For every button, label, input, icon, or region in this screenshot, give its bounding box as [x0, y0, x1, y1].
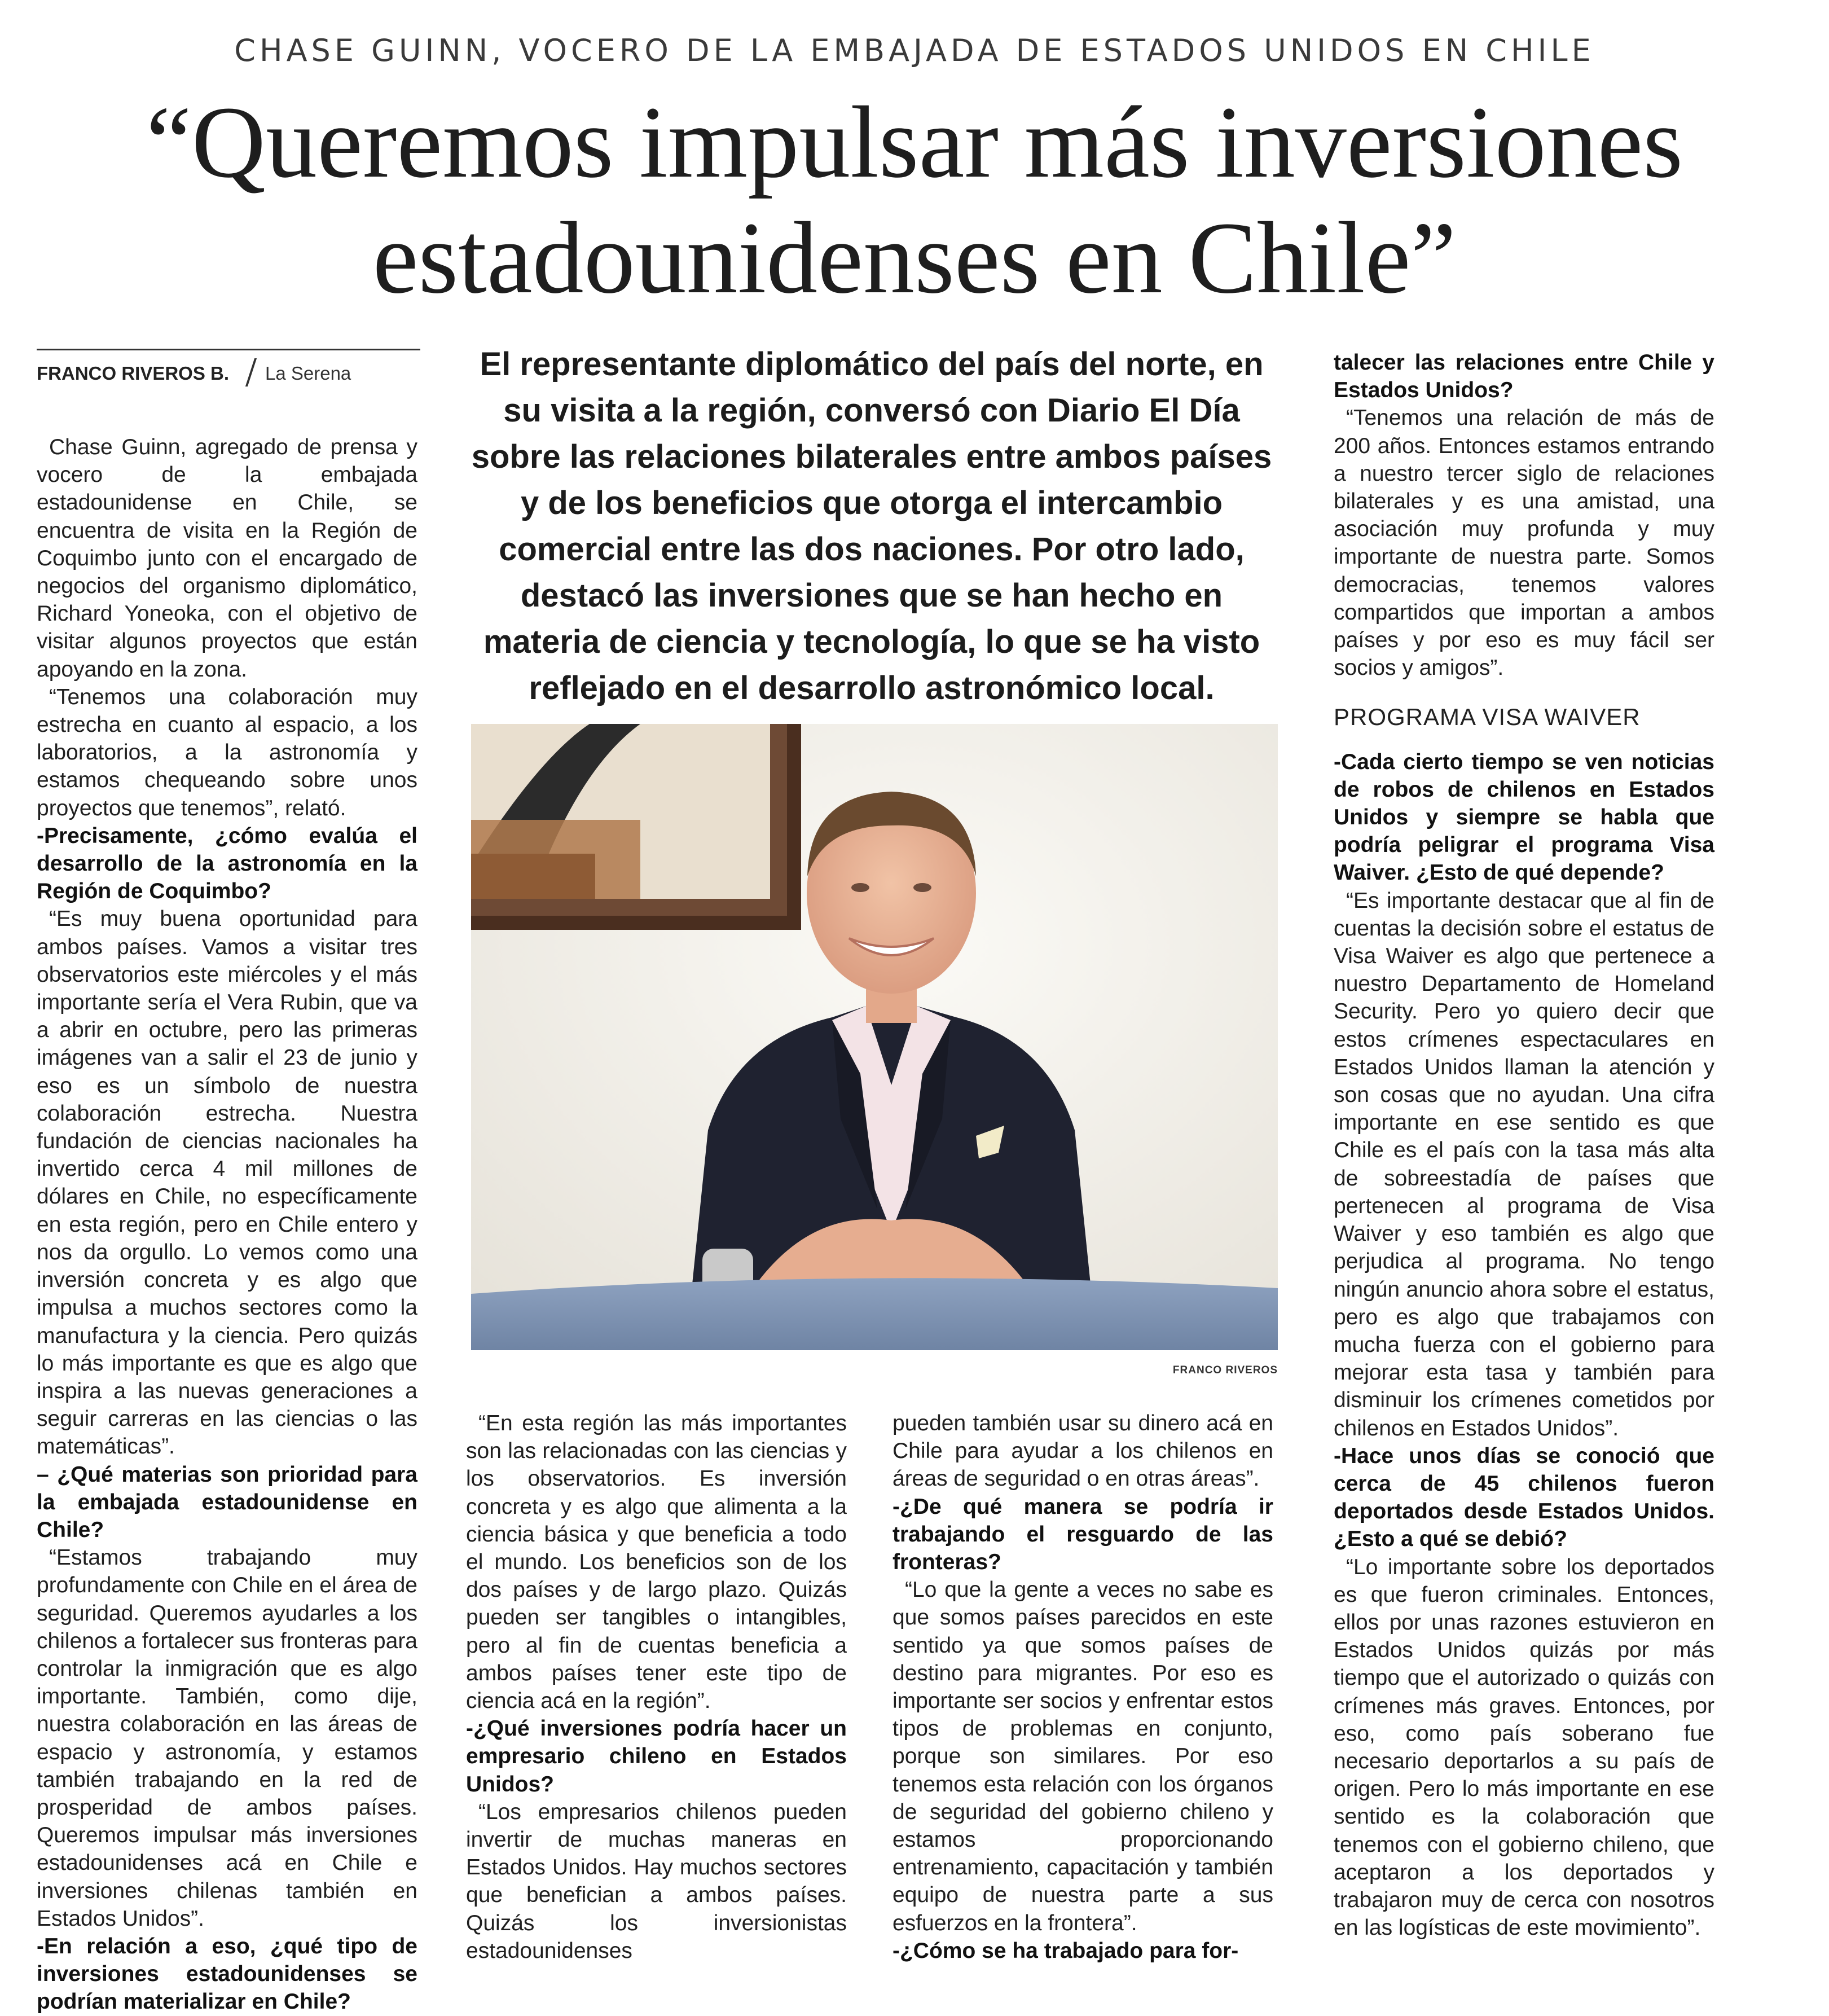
- answer-chilean-investor: “Los empresarios chilenos pueden invertir de muchas maneras en Estados Unidos. Hay muchos sectores que benefician a ambos países. Quizás los inversionistas estadounidenses: [466, 1799, 847, 1963]
- portrait-illustration: [471, 724, 1278, 1350]
- headline-line-2: estadounidenses en Chile”: [372, 201, 1457, 315]
- answer-continued: pueden también usar su dinero acá en Chile para ayudar a los chilenos en áreas de seguridad o en otras áreas”.: [892, 1411, 1273, 1491]
- column-3: [892, 1409, 1273, 1965]
- answer-visa-waiver: “Es importante destacar que al fin de cuentas la decisión sobre el estatus de Visa Waiver es algo que pertenece a nuestro Departamento de Homeland Security. Pero yo quiero decir que estos crímenes espectaculares en Estados Unidos llaman la atención y son cosas que no ayudan. Una cifra importante en ese sentido es que Chile es el país con la tasa más alta de sobreestadía de países que pertenecen al programa de Visa Waiver y eso también es algo que perjudica al programa. No tengo ningún anuncio ahora sobre el estatus, pero es algo que trabajamos con mucha fuerza con el gobierno para mejorar esta tasa y también para disminuir los crímenes cometidos por chilenos en Estados Unidos”.: [1334, 888, 1714, 1440]
- answer-relations: “Tenemos una relación de más de 200 años. Entonces estamos entrando a nuestro tercer siglo de relaciones bilaterales y es una amistad, una asociación muy profunda y muy importante de nuestra parte. Somos democracias, tenemos valores compartidos que importan a ambos países y por eso es muy fácil ser socios y amigos”.: [1334, 406, 1714, 680]
- byline-divider: [245, 358, 257, 386]
- article-kicker: CHASE GUINN, VOCERO DE LA EMBAJADA DE ESTADOS UNIDOS EN CHILE: [234, 33, 1595, 68]
- question-relations-end: talecer las relaciones entre Chile y Estados Unidos?: [1334, 350, 1714, 403]
- question-priorities: – ¿Qué materias son prioridad para la embajada estadounidense en Chile?: [37, 1462, 417, 1542]
- byline-location: La Serena: [265, 363, 351, 384]
- question-relations-start: -¿Cómo se ha trabajado para for-: [892, 1938, 1239, 1963]
- question-investments: -En relación a eso, ¿qué tipo de inversiones estadounidenses se podrían materializar en Chile?: [37, 1934, 417, 2014]
- answer-borders: “Lo que la gente a veces no sabe es que somos países parecidos en este sentido ya que somos países de destino para migrantes. Por eso es importante ser socios y enfrentar estos tipos de problemas en conjunto, porque son similares. Por eso tenemos esta relación con los órganos de seguridad del gobierno chileno y estamos proporcionando entrenamiento, capacitación y también equipo de nuestra parte a sus esfuerzos en la frontera”.: [892, 1578, 1273, 1935]
- portrait-photo: [471, 724, 1278, 1350]
- question-chilean-investor: -¿Qué inversiones podría hacer un empresario chileno en Estados Unidos?: [466, 1716, 847, 1797]
- paragraph-intro: Chase Guinn, agregado de prensa y vocero de la embajada estadounidense en Chile, se encuentra de visita en la Región de Coquimbo junto con el encargado de negocios del organismo diplomático, Richard Yoneoka, con el objetivo de visitar algunos proyectos que están apoyando en la zona.: [37, 435, 417, 682]
- column-2: [466, 1409, 847, 1965]
- column-1: [37, 433, 417, 2016]
- answer-region: “En esta región las más importantes son las relacionadas con las ciencias y los observatorios. Es inversión concreta y es algo que alimenta a la ciencia básica y que beneficia a todo el mundo. Los beneficios son de los dos países y de largo plazo. Quizás pueden ser tangibles o intangibles, pero al fin de cuentas beneficia a ambos países tener este tipo de ciencia acá en la región”.: [466, 1411, 847, 1714]
- table: [471, 1278, 1278, 1350]
- question-astronomy: -Precisamente, ¿cómo evalúa el desarrollo de la astronomía en la Región de Coquimbo?: [37, 823, 417, 904]
- column-4: [1334, 349, 1714, 1942]
- question-deported: -Hace unos días se conoció que cerca de 45 chilenos fueron deportados desde Estados Unidos. ¿Esto a qué se debió?: [1334, 1443, 1714, 1552]
- answer-astronomy: “Es muy buena oportunidad para ambos países. Vamos a visitar tres observatorios este miércoles y el más importante sería el Vera Rubin, que va a abrir en octubre, pero las primeras imágenes van a salir el 23 de junio y eso es un símbolo de nuestra colaboración estrecha. Nuestra fundación de ciencias nacionales ha invertido cerca 4 mil millones de dólares en Chile, no específicamente en esta región, pero en Chile entero y nos da orgullo. Lo vemos como una inversión concreta y es algo que impulsa a muchos sectores como la manufactura y la ciencia. Pero quizás lo más importante es que es algo que inspira a las nuevas generaciones a seguir carreras en las ciencias o las matemáticas”.: [37, 907, 417, 1459]
- article-headline: [34, 85, 1795, 316]
- article-lede: El representante diplomático del país del norte, en su visita a la región, conversó con Diario El Día sobre las relaciones bilaterales entre ambos países y de los beneficios que otorga el intercambio comercial entre las dos naciones. Por otro lado, destacó las inversiones que se han hecho en materia de ciencia y tecnología, lo que se ha visto reflejado en el desarrollo astronómico local.: [471, 346, 1272, 706]
- answer-priorities: “Estamos trabajando muy profundamente con Chile en el área de seguridad. Queremos ayudarles a los chilenos a fortalecer sus fronteras para controlar la inmigración que es algo importante. También, como dije, nuestra colaboración en las áreas de espacio y astronomía, y estamos también trabajando en la red de prosperidad de ambos países. Queremos impulsar más inversiones estadounidenses acá en Chile e inversiones chilenas también en Estados Unidos”.: [37, 1545, 417, 1931]
- section-subhead: PROGRAMA VISA WAIVER: [1334, 704, 1641, 731]
- question-visa-waiver: -Cada cierto tiempo se ven noticias de robos de chilenos en Estados Unidos y siempre se habla que podría peligrar el programa Visa Waiver. ¿Esto de qué depende?: [1334, 749, 1714, 885]
- photo-credit: FRANCO RIVEROS: [1172, 1364, 1278, 1376]
- question-borders: -¿De qué manera se podría ir trabajando el resguardo de las fronteras?: [892, 1494, 1273, 1575]
- byline: [37, 349, 420, 385]
- headline-line-1: “Queremos impulsar más inversiones: [146, 86, 1683, 199]
- paragraph-quote: “Tenemos una colaboración muy estrecha en cuanto al espacio, a los laboratorios, a la astronomía y estamos chequeando sobre unos proyectos que tenemos”, relató.: [37, 684, 417, 820]
- answer-deported: “Lo importante sobre los deportados es que fueron criminales. Entonces, ellos por unas razones estuvieron en Estados Unidos quizás por más tiempo que el autorizado o quizás con crímenes más graves. Entonces, por eso, como país soberano fue necesario deportarlos a su país de origen. Pero lo más importante en ese sentido es la colaboración que tenemos con el gobierno chileno, que aceptaron a los deportados y trabajaron muy de cerca con nosotros en las logísticas de este movimiento”.: [1334, 1554, 1714, 1940]
- byline-author: FRANCO RIVEROS B.: [37, 363, 230, 384]
